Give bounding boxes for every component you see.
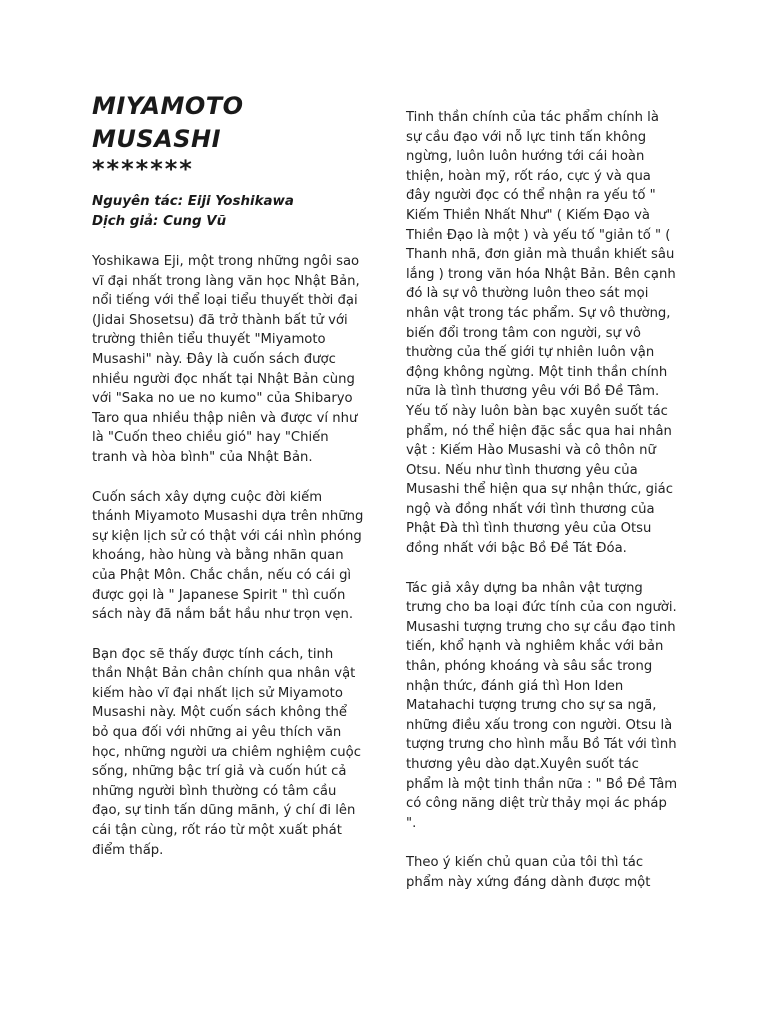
left-paragraph-3: Bạn đọc sẽ thấy được tính cách, tinh thần Nhật Bản chân chính qua nhân vật kiếm hào vĩ đại nhất lịch sử Miyamoto Musashi này. Một cuốn sách không thể bỏ qua đối với những ai yêu thích văn học, những người ưa chiêm nghiệm cuộc sống, những bậc trí giả và cuốn hút cả những người bình thường có tâm cầu đạo, sự tinh tấn dũng mãnh, ý chí đi lên cái tận cùng, rốt ráo từ một xuất phát điểm thấp.	[92, 646, 361, 858]
left-paragraph-2: Cuốn sách xây dựng cuộc đời kiếm thánh Miyamoto Musashi dựa trên những sự kiện lịch sử có thật với cái nhìn phóng khoáng, hào hùng và bằng nhãn quan của Phật Môn. Chắc chắn, nếu có cái gì được gọi là " Japanese Spirit " thì cuốn sách này đã nắm bắt hầu như trọn vẹn.	[92, 489, 364, 623]
book-title	[92, 90, 364, 156]
right-column	[406, 108, 678, 913]
title-stars: *******	[92, 155, 194, 183]
title-line-2: MUSASHI	[92, 125, 222, 153]
right-paragraph-1: Tinh thần chính của tác phẩm chính là sự cầu đạo với nỗ lực tinh tấn không ngừng, luôn luôn hướng tới cái hoàn thiện, hoàn mỹ, rốt ráo, cực ý và qua đây người đọc có thể nhận ra yếu tố " Kiếm Thiền Nhất Như" ( Kiếm Đạo và Thiền Đạo là một ) và yếu tố "giản tố " ( Thanh nhã, đơn giản mà thuần khiết sâu lắng ) trong văn hóa Nhật Bản. Bên cạnh đó là sự vô thường luôn theo sát mọi nhân vật trong tác phẩm. Sự vô thường, biến đổi trong tâm con người, sự vô thường của thế giới tự nhiên luôn vận động không ngừng. Một tinh thần chính nữa là tình thương yêu với Bồ Đề Tâm. Yếu tố này luôn bàn bạc xuyên suốt tác phẩm, nó thể hiện đặc sắc qua hai nhân vật : Kiếm Hào Musashi và cô thôn nữ Otsu. Nếu như tình thương yêu của Musashi thể hiện qua sự nhận thức, giác ngộ và đồng nhất với tình thương của Phật Đà thì tình thương yêu của Otsu đồng nhất với bậc Bồ Đề Tát Đóa.	[406, 110, 676, 557]
right-paragraph-3: Theo ý kiến chủ quan của tôi thì tác phẩm này xứng đáng dành được một	[406, 855, 651, 890]
translator-credit: Dịch giả: Cung Vũ	[92, 214, 227, 229]
right-paragraph-2: Tác giả xây dựng ba nhân vật tượng trưng cho ba loại đức tính của con người. Musashi tượng trưng cho sự cầu đạo tinh tiến, khổ hạnh và nghiêm khắc với bản thân, phóng khoáng và sâu sắc trong nhận thức, đánh giá thì Hon Iden Matahachi tượng trưng cho sự sa ngã, những điều xấu trong con người. Otsu là tượng trưng cho hình mẫu Bồ Tát với tình thương yêu dào dạt.Xuyên suốt tác phẩm là một tinh thần nữa : " Bồ Đề Tâm có công năng diệt trừ thảy mọi ác pháp ".	[406, 580, 678, 831]
left-column	[92, 90, 364, 880]
title-line-1: MIYAMOTO	[92, 92, 244, 120]
credits	[92, 192, 364, 232]
left-paragraph-1: Yoshikawa Eji, một trong những ngôi sao vĩ đại nhất trong làng văn học Nhật Bản, nổi tiếng với thể loại tiểu thuyết thời đại (Jidai Shosetsu) đã trở thành bất tử với trường thiên tiểu thuyết "Miyamoto Musashi" này. Đây là cuốn sách được nhiều người đọc nhất tại Nhật Bản cùng với "Saka no ue no kumo" của Shibaryo Taro qua nhiều thập niên và được ví như là "Cuốn theo chiều gió" hay "Chiến tranh và hòa bình" của Nhật Bản.	[92, 254, 360, 465]
author-credit: Nguyên tác: Eiji Yoshikawa	[92, 194, 294, 209]
